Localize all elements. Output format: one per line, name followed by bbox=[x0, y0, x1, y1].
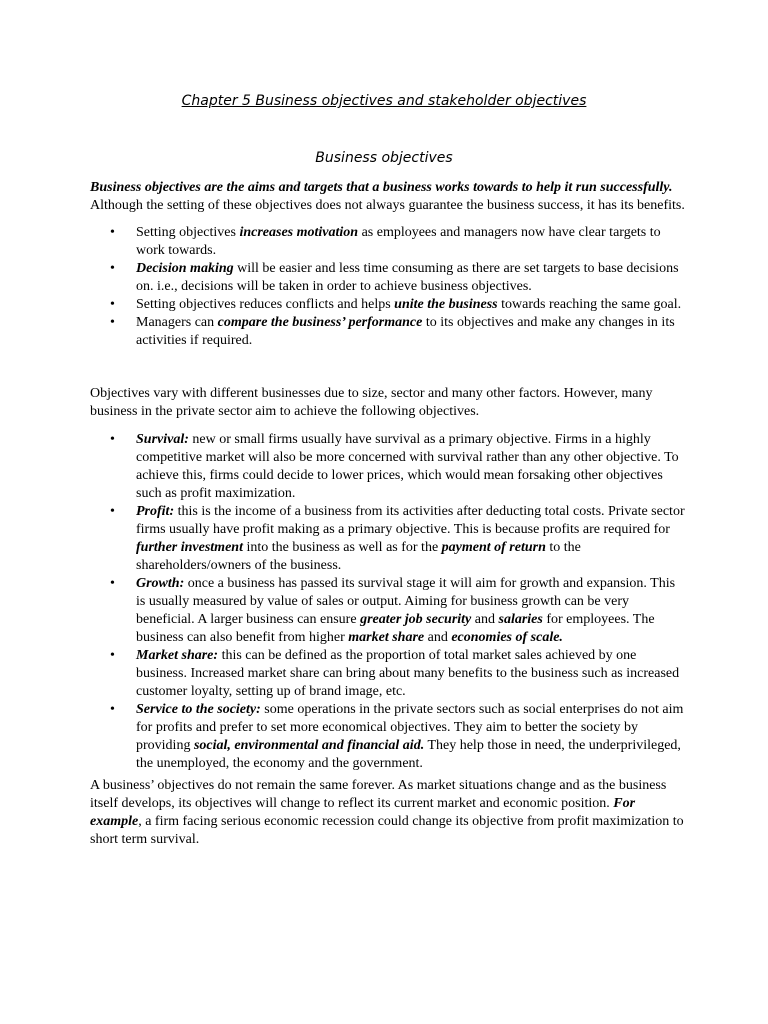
bullet-icon: • bbox=[110, 315, 115, 330]
item-text: some operations in the private sectors such as social enterprises do not aim for profits and prefer to set more economical objectives. They aim to better the society by providing bbox=[136, 702, 684, 753]
closing-emphasis: For example bbox=[90, 796, 636, 829]
closing-text: , a firm facing serious economic recession could change its objective from profit maximization to short term survival. bbox=[90, 814, 684, 847]
item-emphasis: unite the business bbox=[394, 297, 498, 312]
item-text: Setting objectives reduces conflicts and helps bbox=[136, 297, 395, 312]
bullet-icon: • bbox=[110, 504, 115, 519]
item-emphasis: salaries bbox=[498, 612, 543, 627]
list-item bbox=[90, 647, 685, 701]
list-item bbox=[90, 431, 685, 503]
objectives-list bbox=[90, 431, 685, 773]
item-text: towards reaching the same goal. bbox=[497, 297, 682, 312]
bullet-icon: • bbox=[110, 702, 115, 717]
list-item bbox=[90, 575, 685, 647]
chapter-title: Chapter 5 Business objectives and stakeholder objectives bbox=[181, 93, 587, 109]
intro-paragraph bbox=[90, 179, 685, 215]
item-emphasis: market share bbox=[348, 630, 425, 645]
item-term: Service to the society: bbox=[136, 702, 261, 717]
intro-rest: Although the setting of these objectives does not always guarantee the business success, it has its benefits. bbox=[90, 198, 685, 213]
intro-definition: Business objectives are the aims and targets that a business works towards to help it run successfully. bbox=[90, 180, 673, 195]
item-text: this can be defined as the proportion of total market sales achieved by one business. Increased market share can bring about many benefits to the business such as increased customer loyalty, setting up of brand image, etc. bbox=[136, 648, 680, 699]
item-text: to its objectives and make any changes in its activities if required. bbox=[136, 315, 675, 348]
item-term: Market share: bbox=[136, 648, 219, 663]
list-item bbox=[90, 314, 685, 350]
item-term: Profit: bbox=[136, 504, 175, 519]
bullet-icon: • bbox=[110, 648, 115, 663]
item-text: and bbox=[424, 630, 452, 645]
item-term: Survival: bbox=[136, 432, 189, 447]
benefits-list bbox=[90, 224, 685, 350]
item-text: into the business as well as for the bbox=[242, 540, 442, 555]
list-item bbox=[90, 503, 685, 575]
item-emphasis: payment of return bbox=[441, 540, 546, 555]
item-emphasis: compare the business’ performance bbox=[217, 315, 423, 330]
bullet-icon: • bbox=[110, 297, 115, 312]
objectives-intro-paragraph: Objectives vary with different businesses due to size, sector and many other factors. However, many business in the private sector aim to achieve the following objectives. bbox=[90, 386, 653, 419]
item-text: once a business has passed its survival stage it will aim for growth and expansion. This is usually measured by value of sales or output. Aiming for business growth can be very beneficial. A larger business can ensure bbox=[136, 576, 676, 627]
closing-paragraph bbox=[90, 777, 685, 849]
item-emphasis: further investment bbox=[136, 540, 243, 555]
item-text: for employees. The business can also benefit from higher bbox=[136, 612, 655, 645]
item-emphasis: Decision making bbox=[136, 261, 234, 276]
closing-text: A business’ objectives do not remain the same forever. As market situations change and as the business itself develops, its objectives will change to reflect its current market and economic position. bbox=[90, 778, 667, 811]
item-emphasis: economies of scale. bbox=[451, 630, 563, 645]
item-text: and bbox=[471, 612, 499, 627]
section-title: Business objectives bbox=[315, 150, 453, 166]
item-text: Managers can bbox=[136, 315, 218, 330]
bullet-icon: • bbox=[110, 261, 115, 276]
item-text: They help those in need, the underprivileged, the unemployed, the economy and the government. bbox=[136, 738, 681, 771]
item-emphasis: increases motivation bbox=[239, 225, 359, 240]
item-emphasis: social, environmental and financial aid. bbox=[193, 738, 425, 753]
list-item bbox=[90, 701, 685, 773]
item-text: will be easier and less time consuming as there are set targets to base decisions on. i.e., decisions will be taken in order to achieve business objectives. bbox=[136, 261, 679, 294]
item-text: this is the income of a business from its activities after deducting total costs. Private sector firms usually have profit making as a primary objective. This is because profits are required for bbox=[136, 504, 685, 537]
list-item bbox=[90, 224, 685, 260]
item-text: to the shareholders/owners of the business. bbox=[136, 540, 581, 573]
bullet-icon: • bbox=[110, 432, 115, 447]
item-emphasis: greater job security bbox=[360, 612, 472, 627]
item-text: as employees and managers now have clear targets to work towards. bbox=[136, 225, 661, 258]
item-term: Growth: bbox=[136, 576, 185, 591]
list-item bbox=[90, 296, 685, 314]
bullet-icon: • bbox=[110, 225, 115, 240]
list-item bbox=[90, 260, 685, 296]
item-text: new or small firms usually have survival as a primary objective. Firms in a highly competitive market will also be more concerned with survival rather than any other objective. To achieve this, firms could decide to lower prices, which would mean forsaking other objectives such as profit maximization. bbox=[136, 432, 679, 501]
bullet-icon: • bbox=[110, 576, 115, 591]
item-text: Setting objectives bbox=[136, 225, 240, 240]
